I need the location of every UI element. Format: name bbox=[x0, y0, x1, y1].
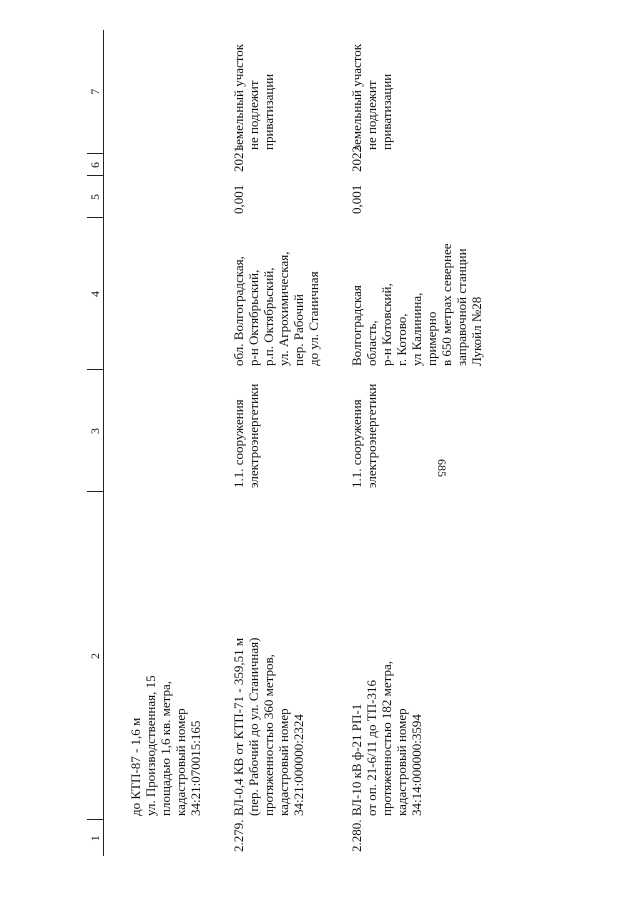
year: 2021 bbox=[231, 146, 246, 172]
location: обл. Волгоградская, р-н Октябрьский, р.п. Октябрьский, ул. Агрохимическая, пер. Рабочий до ул. Станичная bbox=[231, 251, 321, 366]
header-col-7: 7 bbox=[87, 30, 104, 154]
register-table bbox=[87, 30, 509, 856]
continuation-object: до КТП-87 - 1,6 м ул. Производственная, 15 площадью 1,6 кв. метра, кадастровый номер 34:21:070015:165 bbox=[128, 675, 203, 816]
header-col-4: 4 bbox=[87, 218, 104, 370]
location: Волгоградская область, р-н Котовский, г. Котово, ул Калинина, примерно в 650 метрах севернее заправочной станции Лукойл №28 bbox=[349, 243, 484, 366]
purpose: 1.1. сооружения электроэнергетики bbox=[231, 383, 261, 488]
note: земельный участок не подлежит приватизации bbox=[231, 43, 276, 150]
continuation-row bbox=[104, 30, 224, 856]
page-number: 685 bbox=[435, 459, 449, 477]
header-col-1: 1 bbox=[87, 820, 104, 856]
header-col-6: 6 bbox=[87, 154, 104, 176]
purpose: 1.1. сооружения электроэнергетики bbox=[349, 383, 379, 488]
object-description: ВЛ-0,4 КВ от КТП-71 - 359,51 м (пер. Рабочий до ул. Станичная) протяженностью 360 метров, кадастровый номер 34:21:000000:2324 bbox=[231, 637, 306, 816]
note: земельный участок не подлежит приватизации bbox=[349, 43, 394, 150]
row-number: 2.279. bbox=[231, 819, 246, 852]
table-row bbox=[341, 30, 509, 856]
row-number: 2.280. bbox=[349, 819, 364, 852]
area: 0,001 bbox=[231, 184, 246, 214]
table-row bbox=[223, 30, 341, 856]
header-col-3: 3 bbox=[87, 370, 104, 492]
object-description: ВЛ-10 кВ ф-21 РП-1 от оп. 21-6/11 до ТП-316 протяженностью 182 метра, кадастровый номер 34:14:000000:3594 bbox=[349, 660, 424, 816]
year: 2022 bbox=[349, 146, 364, 172]
header-col-2: 2 bbox=[87, 492, 104, 820]
header-row bbox=[87, 30, 104, 856]
area: 0,001 bbox=[349, 184, 364, 214]
header-col-5: 5 bbox=[87, 176, 104, 218]
register-table-rotated bbox=[87, 30, 587, 856]
